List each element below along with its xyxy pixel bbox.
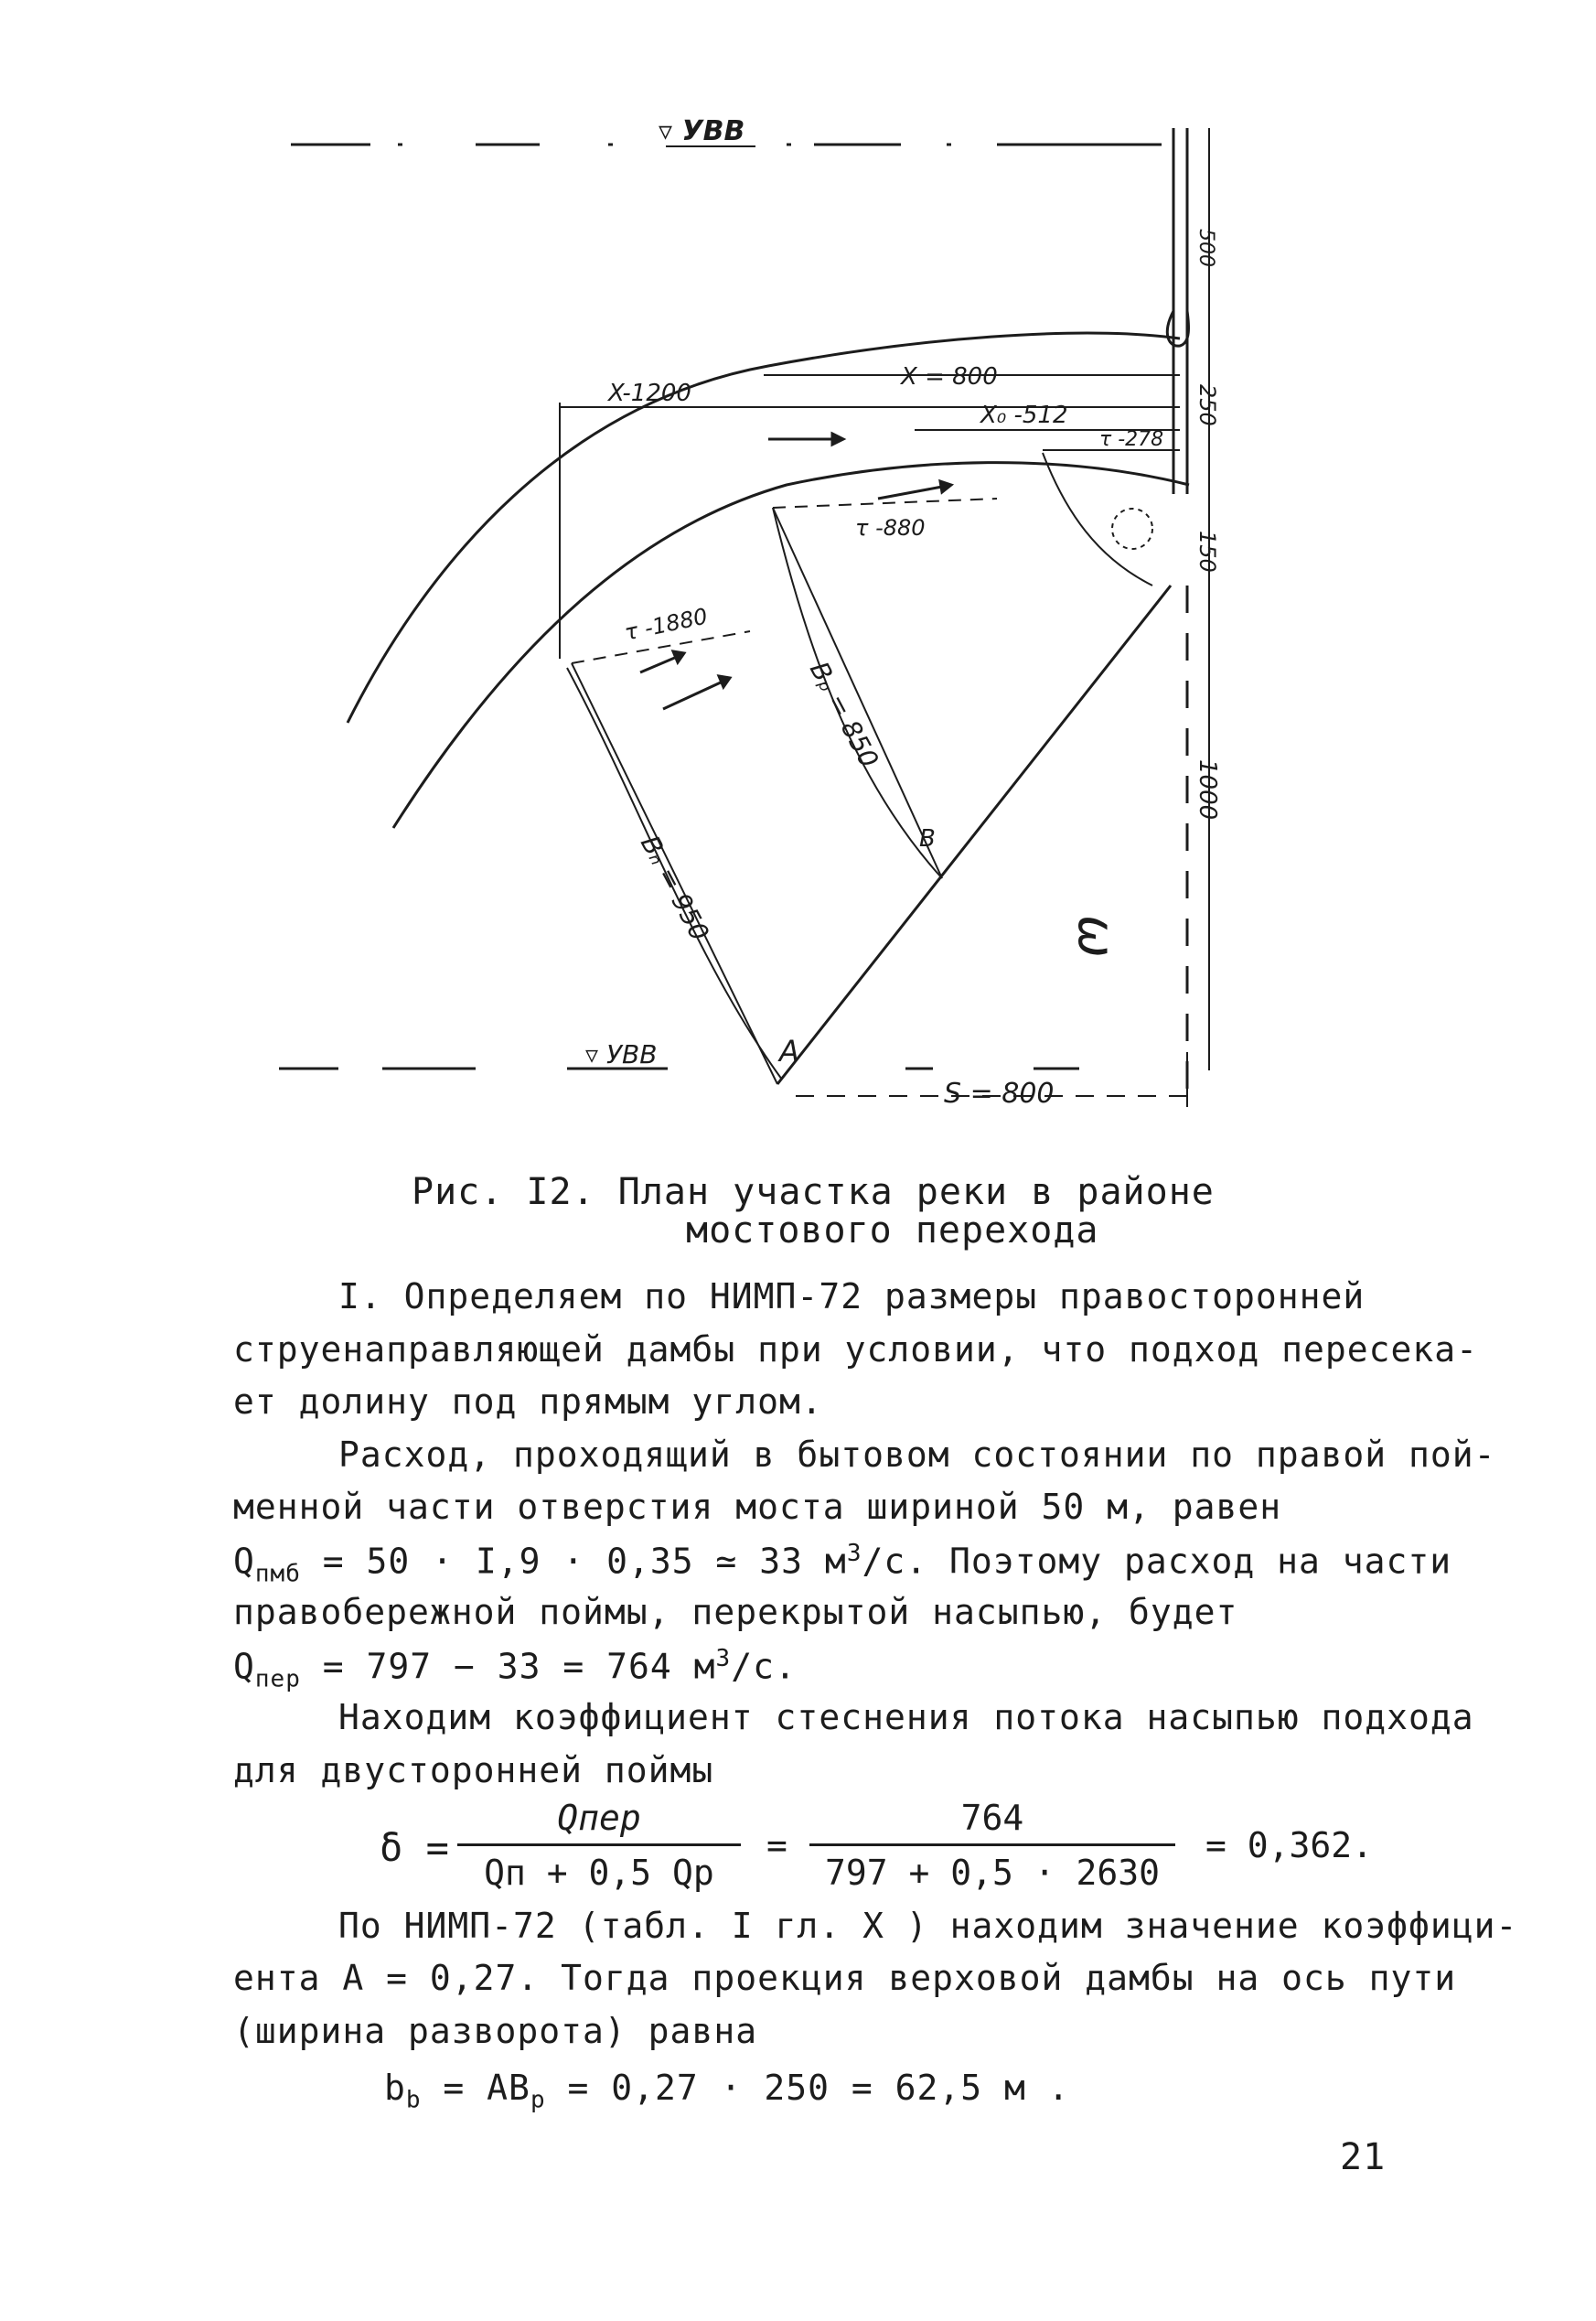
formula-result: = 0,362.: [1205, 1825, 1374, 1865]
paragraph-3-line-2: для двусторонней поймы: [233, 1750, 714, 1790]
label-dim-150: 150: [1194, 531, 1220, 573]
label-dim-250: 250: [1194, 384, 1220, 426]
label-point-b: B: [919, 825, 936, 853]
label-tau278: τ -278: [1099, 428, 1164, 451]
river-plan-drawing: [0, 0, 1596, 1153]
angle-circle: [1112, 509, 1152, 549]
label-s800: S = 800: [944, 1078, 1055, 1110]
dam-head-loop: [1167, 311, 1188, 346]
paragraph-2-line-4: правобережной поймы, перекрытой насыпью, будет: [233, 1592, 1238, 1632]
flow-arrow-head: [940, 481, 951, 492]
paragraph-4-line-1: По НИМП-72 (табл. I гл. X ) находим значение коэффици-: [338, 1906, 1518, 1946]
paragraph-1-line-3: ет долину под прямым углом.: [233, 1381, 823, 1422]
page-number: 21: [1340, 2136, 1387, 2178]
upper-bank-curve: [348, 333, 1180, 723]
figure-caption-line1: Рис. I2. План участка реки в районе: [412, 1171, 1215, 1213]
formula-denominator-1: Qп + 0,5 Qр: [484, 1853, 714, 1893]
formula-denominator-2: 797 + 0,5 · 2630: [824, 1853, 1161, 1893]
fraction-bar-1: [457, 1843, 741, 1846]
label-x512: X₀ -512: [980, 402, 1068, 429]
paragraph-2-line-3: $Q_{пмб} = 50 \cdot I,9 \cdot 0,35$ ≃ 33 $м^3/с$. Поэтому расход на части: [233, 1540, 1452, 1588]
flow-arrow-head: [719, 676, 730, 687]
paragraph-2-line-2: менной части отверстия моста шириной 50 м, равен: [233, 1487, 1282, 1527]
formula-numerator-1: Qпер: [557, 1798, 641, 1838]
dam-line: [777, 586, 1171, 1084]
label-tau880: τ -880: [855, 515, 926, 541]
paragraph-1-line-1: I. Определяем по НИМП-72 размеры правосторонней: [338, 1276, 1366, 1316]
flow-arrow-head: [673, 651, 684, 662]
formula-delta-symbol: δ =: [380, 1825, 449, 1870]
label-dim-500: 500: [1194, 229, 1217, 267]
label-tau1880: τ -1880: [622, 603, 711, 646]
label-x1200: X-1200: [608, 380, 691, 407]
paragraph-2-line-1: Расход, проходящий в бытовом состоянии по правой пой-: [338, 1435, 1496, 1475]
paragraph-4-line-3: (ширина разворота) равна: [233, 2011, 758, 2051]
paragraph-2-line-5: $Q_{пер} = 797 - 33 = 764$ $м^3/с$.: [233, 1645, 797, 1693]
paragraph-1-line-2: струенаправляющей дамбы при условии, что подход пересека-: [233, 1329, 1479, 1370]
formula-numerator-2: 764: [960, 1798, 1024, 1838]
fraction-bar-2: [809, 1843, 1175, 1846]
label-uvv-top: ▿ УВВ: [659, 115, 745, 147]
radius-bp: [773, 508, 942, 878]
label-bn: Bₙ = 950: [634, 830, 715, 946]
flow-arrow: [878, 487, 942, 499]
formula-width-line: $b_b = AB_p = 0,27 \cdot 250 = 62,5$ м .: [384, 2068, 1070, 2114]
label-dim-1000: 1000: [1194, 759, 1221, 821]
dim-tau880: [773, 499, 997, 508]
figure-caption-line2: мостового перехода: [686, 1209, 1099, 1252]
label-omega: ω: [1066, 915, 1126, 958]
lower-bank-curve: [393, 463, 1189, 828]
paragraph-3-line-1: Находим коэффициент стеснения потока насыпью подхода: [338, 1697, 1474, 1737]
formula-equals-2: =: [766, 1825, 787, 1865]
label-uvv-bottom: ▿ УВВ: [585, 1039, 658, 1069]
label-x800: X = 800: [901, 363, 998, 391]
flow-arrow: [640, 657, 677, 672]
flow-arrow: [663, 682, 723, 709]
flow-arrow-head: [832, 434, 843, 445]
paragraph-4-line-2: ента A = 0,27. Тогда проекция верховой дамбы на ось пути: [233, 1958, 1457, 1998]
label-bp: Bₚ = 850: [803, 656, 885, 773]
label-point-a: A: [779, 1034, 799, 1069]
